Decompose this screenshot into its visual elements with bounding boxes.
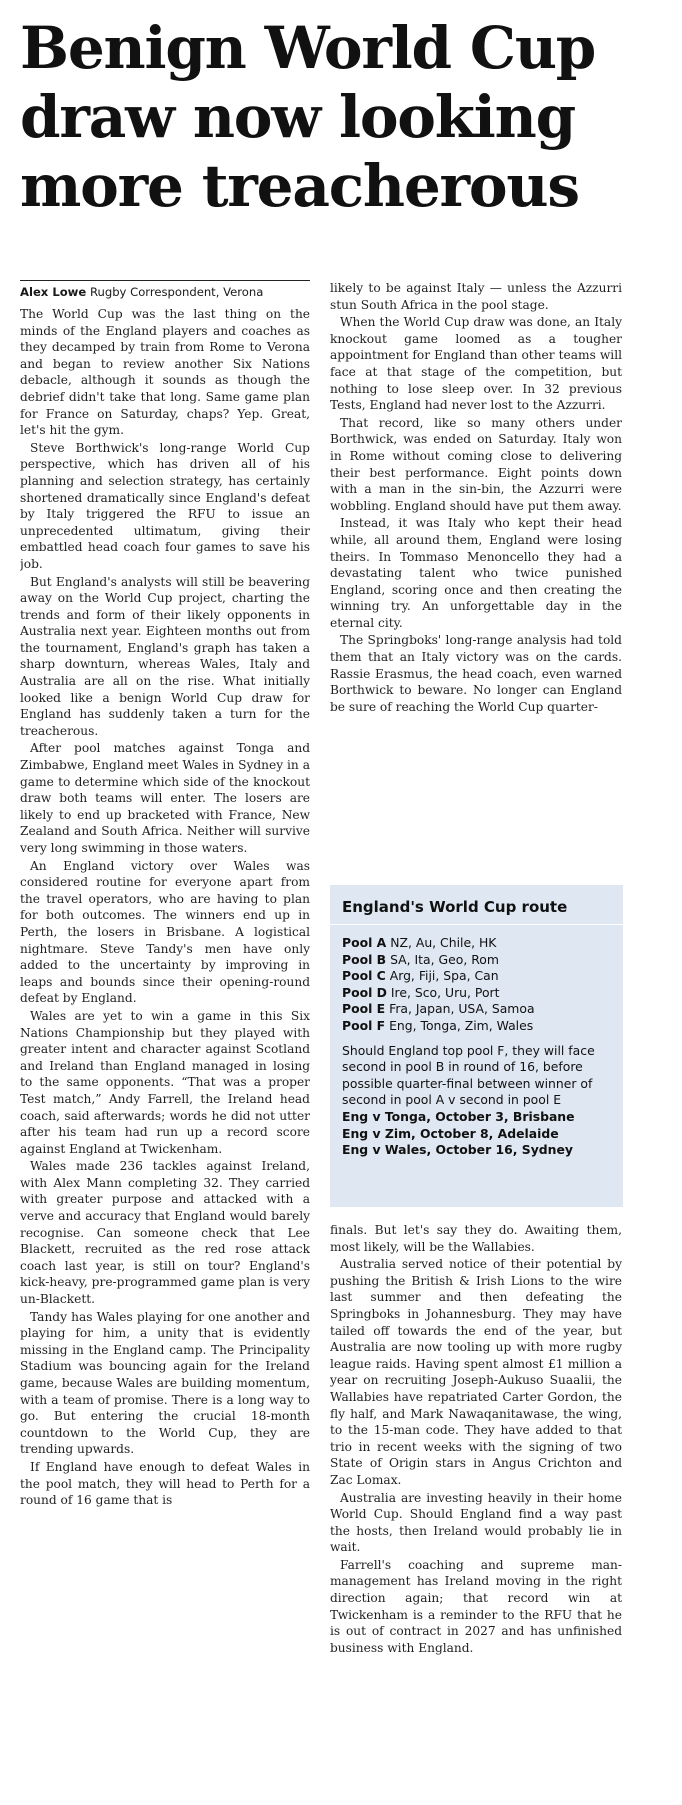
- pool-line: [342, 985, 611, 1002]
- paragraph: Australia served notice of their potential by pushing the British & Irish Lions to the wire last summer and then defeating the Springboks in Johannesburg. They may have tailed off towards the end of the year, but Australia are now tooling up with more rugby league raids. Having spent almost £1 million a year on recruiting Joseph-Aukuso Suaalii, the Wallabies have repatriated Carter Gordon, the fly half, and Mark Nawaqanitawase, the wing, to the 15-man code. They have added to that trio in recent weeks with the signing of two State of Origin stars in Angus Crichton and Zac Lomax.: [330, 1257, 622, 1487]
- pool-line: [342, 1018, 611, 1035]
- paragraph: Wales made 236 tackles against Ireland, with Alex Mann completing 32. They carried with greater purpose and attacked with a verve and accuracy that England would barely recognise. Can someone check that Lee Blackett, recruited as the red rose attack coach last year, is still on tour? England's kick-heavy, pre-programmed game plan is very un-Blackett.: [20, 1159, 310, 1307]
- paragraph: finals. But let's say they do. Awaiting them, most likely, will be the Wallabies.: [330, 1223, 622, 1254]
- fixture: Eng v Wales, October 16, Sydney: [342, 1142, 573, 1158]
- pool-teams: Arg, Fiji, Spa, Can: [389, 968, 499, 984]
- pool-label: Pool D: [342, 984, 387, 1000]
- pool-line: [342, 968, 611, 985]
- pool-teams: Fra, Japan, USA, Samoa: [389, 1001, 535, 1017]
- pool-teams: SA, Ita, Geo, Rom: [390, 951, 499, 967]
- paragraph: But England's analysts will still be beavering away on the World Cup project, charting the trends and form of their likely opponents in Australia next year. Eighteen months out from the tournament, England's graph has taken a sharp downturn, whereas Wales, Italy and Australia are all on the rise. What initially looked like a benign World Cup draw for England has suddenly taken a turn for the treacherous.: [20, 574, 310, 738]
- paragraph: An England victory over Wales was considered routine for everyone apart from the travel operators, who are having to plan for both outcomes. The winners end up in Perth, the losers in Brisbane. A logistical nightmare. Steve Tandy's men have only added to the uncertainty by improving in leaps and bounds since their opening-round defeat by England.: [20, 858, 310, 1006]
- sidebar-title: England's World Cup route: [330, 885, 623, 925]
- sidebar-note: Should England top pool F, they will face second in pool B in round of 16, before possible quarter-final between winner of second in pool A v second in pool E: [342, 1042, 595, 1108]
- paragraph: After pool matches against Tonga and Zimbabwe, England meet Wales in Sydney in a game to determine which side of the knockout draw both teams will enter. The losers are likely to end up bracketed with France, New Zealand and South Africa. Neither will survive very long swimming in those waters.: [20, 741, 310, 855]
- byline-role: Rugby Correspondent, Verona: [89, 285, 264, 299]
- paragraph: Wales are yet to win a game in this Six Nations Championship but they played with greater intent and character against Scotland and Ireland than England managed in losing to the same opponents. “That was a proper Test match,” Andy Farrell, the Ireland head coach, said afterwards; words he did not utter after his team had run up a record score against England at Twickenham.: [20, 1008, 310, 1156]
- sidebar-body: [330, 925, 623, 1159]
- pool-label: Pool B: [342, 951, 387, 967]
- article-column-1: [20, 306, 310, 1796]
- byline-author: Alex Lowe: [20, 285, 87, 299]
- paragraph: Steve Borthwick's long-range World Cup perspective, which has driven all of his planning and selection strategy, has certainly shortened dramatically since England's defeat by Italy triggered the RFU to issue an unprecedented ultimatum, giving their embattled head coach four games to save his job.: [20, 440, 310, 571]
- paragraph: When the World Cup draw was done, an Italy knockout game loomed as a tougher appointment for England than other teams will face at that stage of the competition, but nothing to lose sleep over. In 32 previous Tests, England had never lost to the Azzurri.: [330, 315, 622, 413]
- pool-label: Pool A: [342, 935, 387, 950]
- world-cup-route-box: [330, 885, 623, 1207]
- paragraph: If England have enough to defeat Wales in the pool match, they will head to Perth for a round of 16 game that is: [20, 1459, 310, 1508]
- pool-line: [342, 935, 611, 952]
- paragraph: That record, like so many others under Borthwick, was ended on Saturday. Italy won in Rome without coming close to delivering their best performance. Eight points down with a man in the sin-bin, the Azzurri were wobbling. England should have put them away.: [330, 415, 622, 513]
- article-column-2-top: [330, 280, 622, 820]
- paragraph: The World Cup was the last thing on the minds of the England players and coaches as they decamped by train from Rome to Verona and began to review another Six Nations debacle, although it sounds as though the debrief didn't take that long. Same game plan for France on Saturday, chaps? Yep. Great, let's hit the gym.: [20, 307, 310, 438]
- headline-line: draw now looking: [20, 83, 575, 151]
- pool-teams: NZ, Au, Chile, HK: [390, 935, 497, 950]
- paragraph: The Springboks' long-range analysis had told them that an Italy victory was on the cards. Rassie Erasmus, the head coach, even warned Borthwick to beware. No longer can England be sure of reaching the World Cup quarter-: [330, 633, 622, 714]
- pool-line: [342, 952, 611, 969]
- paragraph: likely to be against Italy — unless the Azzurri stun South Africa in the pool stage.: [330, 281, 622, 312]
- pool-label: Pool E: [342, 1001, 386, 1017]
- paragraph: Australia are investing heavily in their home World Cup. Should England find a way past the hosts, then Ireland would probably lie in wait.: [330, 1490, 622, 1555]
- pool-label: Pool F: [342, 1017, 386, 1033]
- pool-teams: Ire, Sco, Uru, Port: [390, 984, 500, 1000]
- paragraph: Farrell's coaching and supreme man-management has Ireland moving in the right direction again; that record win at Twickenham is a reminder to the RFU that he is out of contract in 2027 and has unfinished business with England.: [330, 1557, 622, 1655]
- paragraph: Instead, it was Italy who kept their head while, all around them, England were losing theirs. In Tommaso Menoncello they had a devastating talent who twice punished England, scoring once and then creating the winning try. An unforgettable day in the eternal city.: [330, 516, 622, 630]
- pool-teams: Eng, Tonga, Zim, Wales: [389, 1017, 534, 1033]
- headline: [20, 14, 670, 221]
- headline-line: more treacherous: [20, 152, 579, 220]
- pool-line: [342, 1001, 611, 1018]
- paragraph: Tandy has Wales playing for one another and playing for him, a unity that is evidently missing in the England camp. The Principality Stadium was bouncing again for the Ireland game, because Wales are building momentum, with a team of promise. There is a long way to go. But entering the crucial 18-month countdown to the World Cup, they are trending upwards.: [20, 1309, 310, 1457]
- pool-label: Pool C: [342, 968, 386, 984]
- headline-line: Benign World Cup: [20, 14, 596, 82]
- article-column-2-bottom: [330, 1222, 622, 1798]
- fixture: Eng v Tonga, October 3, Brisbane: [342, 1108, 575, 1124]
- fixture: Eng v Zim, October 8, Adelaide: [342, 1125, 559, 1141]
- byline: [20, 280, 310, 300]
